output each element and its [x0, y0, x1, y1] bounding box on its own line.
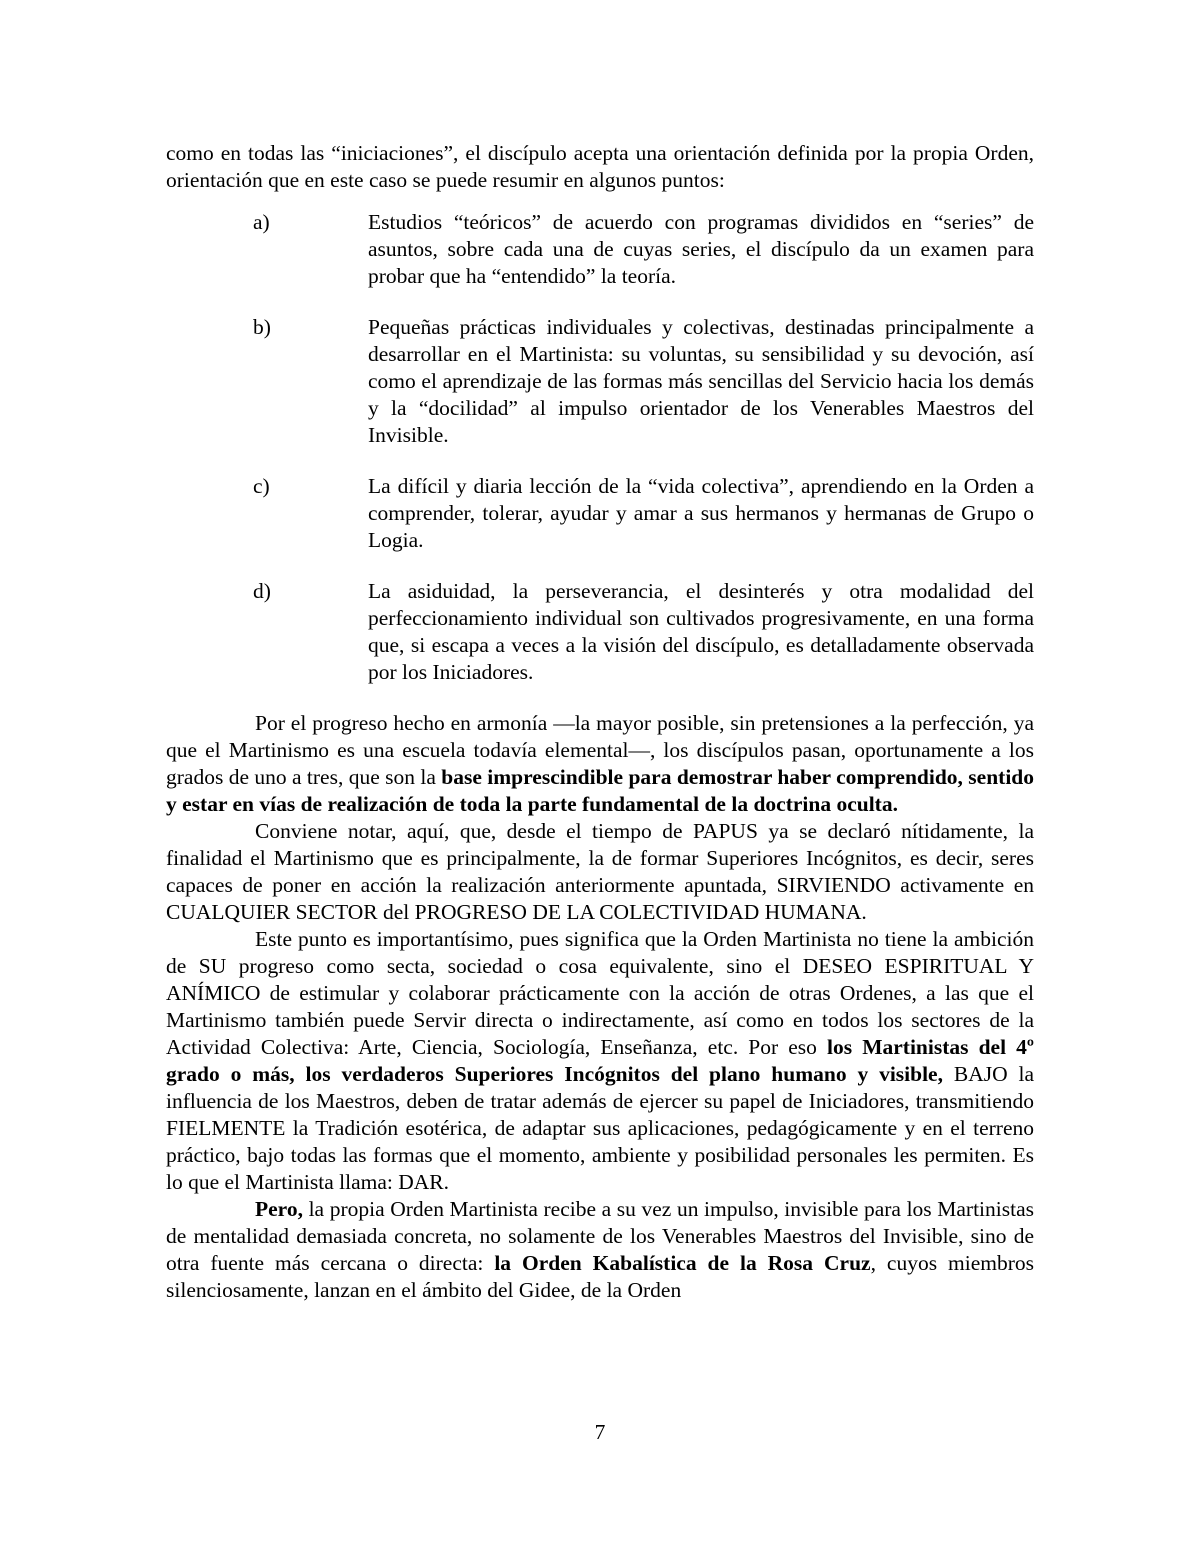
list-item-text: Estudios “teóricos” de acuerdo con programas divididos en “series” de asuntos, sobre cada una de cuyas series, el discípulo da un examen para probar que ha “entendido” la teoría.	[368, 210, 1034, 288]
progress-text: Por el progreso hecho en armonía —la mayor posible, sin pretensiones a la perfección, ya que el Martinismo es una escuela todavía elemental—, los discípulos pasan, oportunamente a los grados de uno a tres, que son la	[166, 711, 1034, 789]
progress-bold-text: base imprescindible para demostrar haber comprendido, sentido y estar en vías de realización de toda la parte fundamental de la doctrina oculta.	[166, 765, 1035, 816]
list-item-label: b)	[253, 315, 271, 339]
list-item	[166, 209, 1034, 290]
list-item	[166, 578, 1034, 686]
rosa-cruz-paragraph	[166, 1196, 1034, 1304]
importance-bold-text: los Martinistas del 4º grado o más, los verdaderos Superiores Incógnitos del plano humano y visible,	[166, 1035, 1034, 1086]
points-list	[166, 209, 1034, 686]
list-item-text: Pequeñas prácticas individuales y colectivas, destinadas principalmente a desarrollar en el Martinista: su voluntas, su sensibilidad y su devoción, así como el aprendizaje de las formas más sencillas del Servicio hacia los demás y la “docilidad” al impulso orientador de los Venerables Maestros del Invisible.	[368, 315, 1034, 447]
rosa-cruz-bold-1: Pero,	[255, 1197, 303, 1221]
list-item-text: La asiduidad, la perseverancia, el desinterés y otra modalidad del perfeccionamiento individual son cultivados progresivamente, en una forma que, si escapa a veces a la visión del discípulo, es detalladamente observada por los Iniciadores.	[368, 579, 1034, 684]
rosa-cruz-bold-2: la Orden Kabalística de la Rosa Cruz	[494, 1251, 871, 1275]
page-number: 7	[594, 1420, 606, 1444]
document-page	[166, 140, 1034, 1304]
list-item-label: a)	[253, 210, 270, 234]
list-item-text: La difícil y diaria lección de la “vida colectiva”, aprendiendo en la Orden a comprender, tolerar, ayudar y amar a sus hermanos y hermanas de Grupo o Logia.	[368, 474, 1034, 552]
rosa-cruz-text-2: , cuyos miembros silenciosamente, lanzan en el ámbito del Gidee, de la Orden	[166, 1251, 1035, 1302]
progress-paragraph	[166, 710, 1034, 818]
rosa-cruz-text-1: la propia Orden Martinista recibe a su vez un impulso, invisible para los Martinistas de mentalidad demasiada concreta, no solamente de los Venerables Maestros del Invisible, sino de otra fuente más cercana o directa:	[166, 1197, 1034, 1275]
papus-paragraph: Conviene notar, aquí, que, desde el tiempo de PAPUS ya se declaró nítidamente, la finalidad el Martinismo que es principalmente, la de formar Superiores Incógnitos, es decir, seres capaces de poner en acción la realización anteriormente apuntada, SIRVIENDO activamente en CUALQUIER SECTOR del PROGRESO DE LA COLECTIVIDAD HUMANA.	[166, 819, 1034, 924]
list-item	[166, 473, 1034, 554]
list-item-label: d)	[253, 579, 271, 603]
intro-paragraph: como en todas las “iniciaciones”, el discípulo acepta una orientación definida por la propia Orden, orientación que en este caso se puede resumir en algunos puntos:	[166, 141, 1034, 192]
importance-text-1: Este punto es importantísimo, pues significa que la Orden Martinista no tiene la ambición de SU progreso como secta, sociedad o cosa equivalente, sino el DESEO ESPIRITUAL Y ANÍMICO de estimular y colaborar prácticamente con la acción de otras Ordenes, a las que el Martinismo también puede Servir directa o indirectamente, así como en todos los sectores de la Actividad Colectiva: Arte, Ciencia, Sociología, Enseñanza, etc. Por eso	[166, 927, 1034, 1059]
importance-paragraph	[166, 926, 1034, 1196]
list-item-label: c)	[253, 474, 270, 498]
importance-text-2: BAJO la influencia de los Maestros, deben de tratar además de ejercer su papel de Iniciadores, transmitiendo FIELMENTE la Tradición esotérica, de adaptar sus aplicaciones, pedagógicamente y en el terreno práctico, bajo todas las formas que el momento, ambiente y posibilidad personales les permiten. Es lo que el Martinista llama: DAR.	[166, 1062, 1034, 1194]
list-item	[166, 314, 1034, 449]
